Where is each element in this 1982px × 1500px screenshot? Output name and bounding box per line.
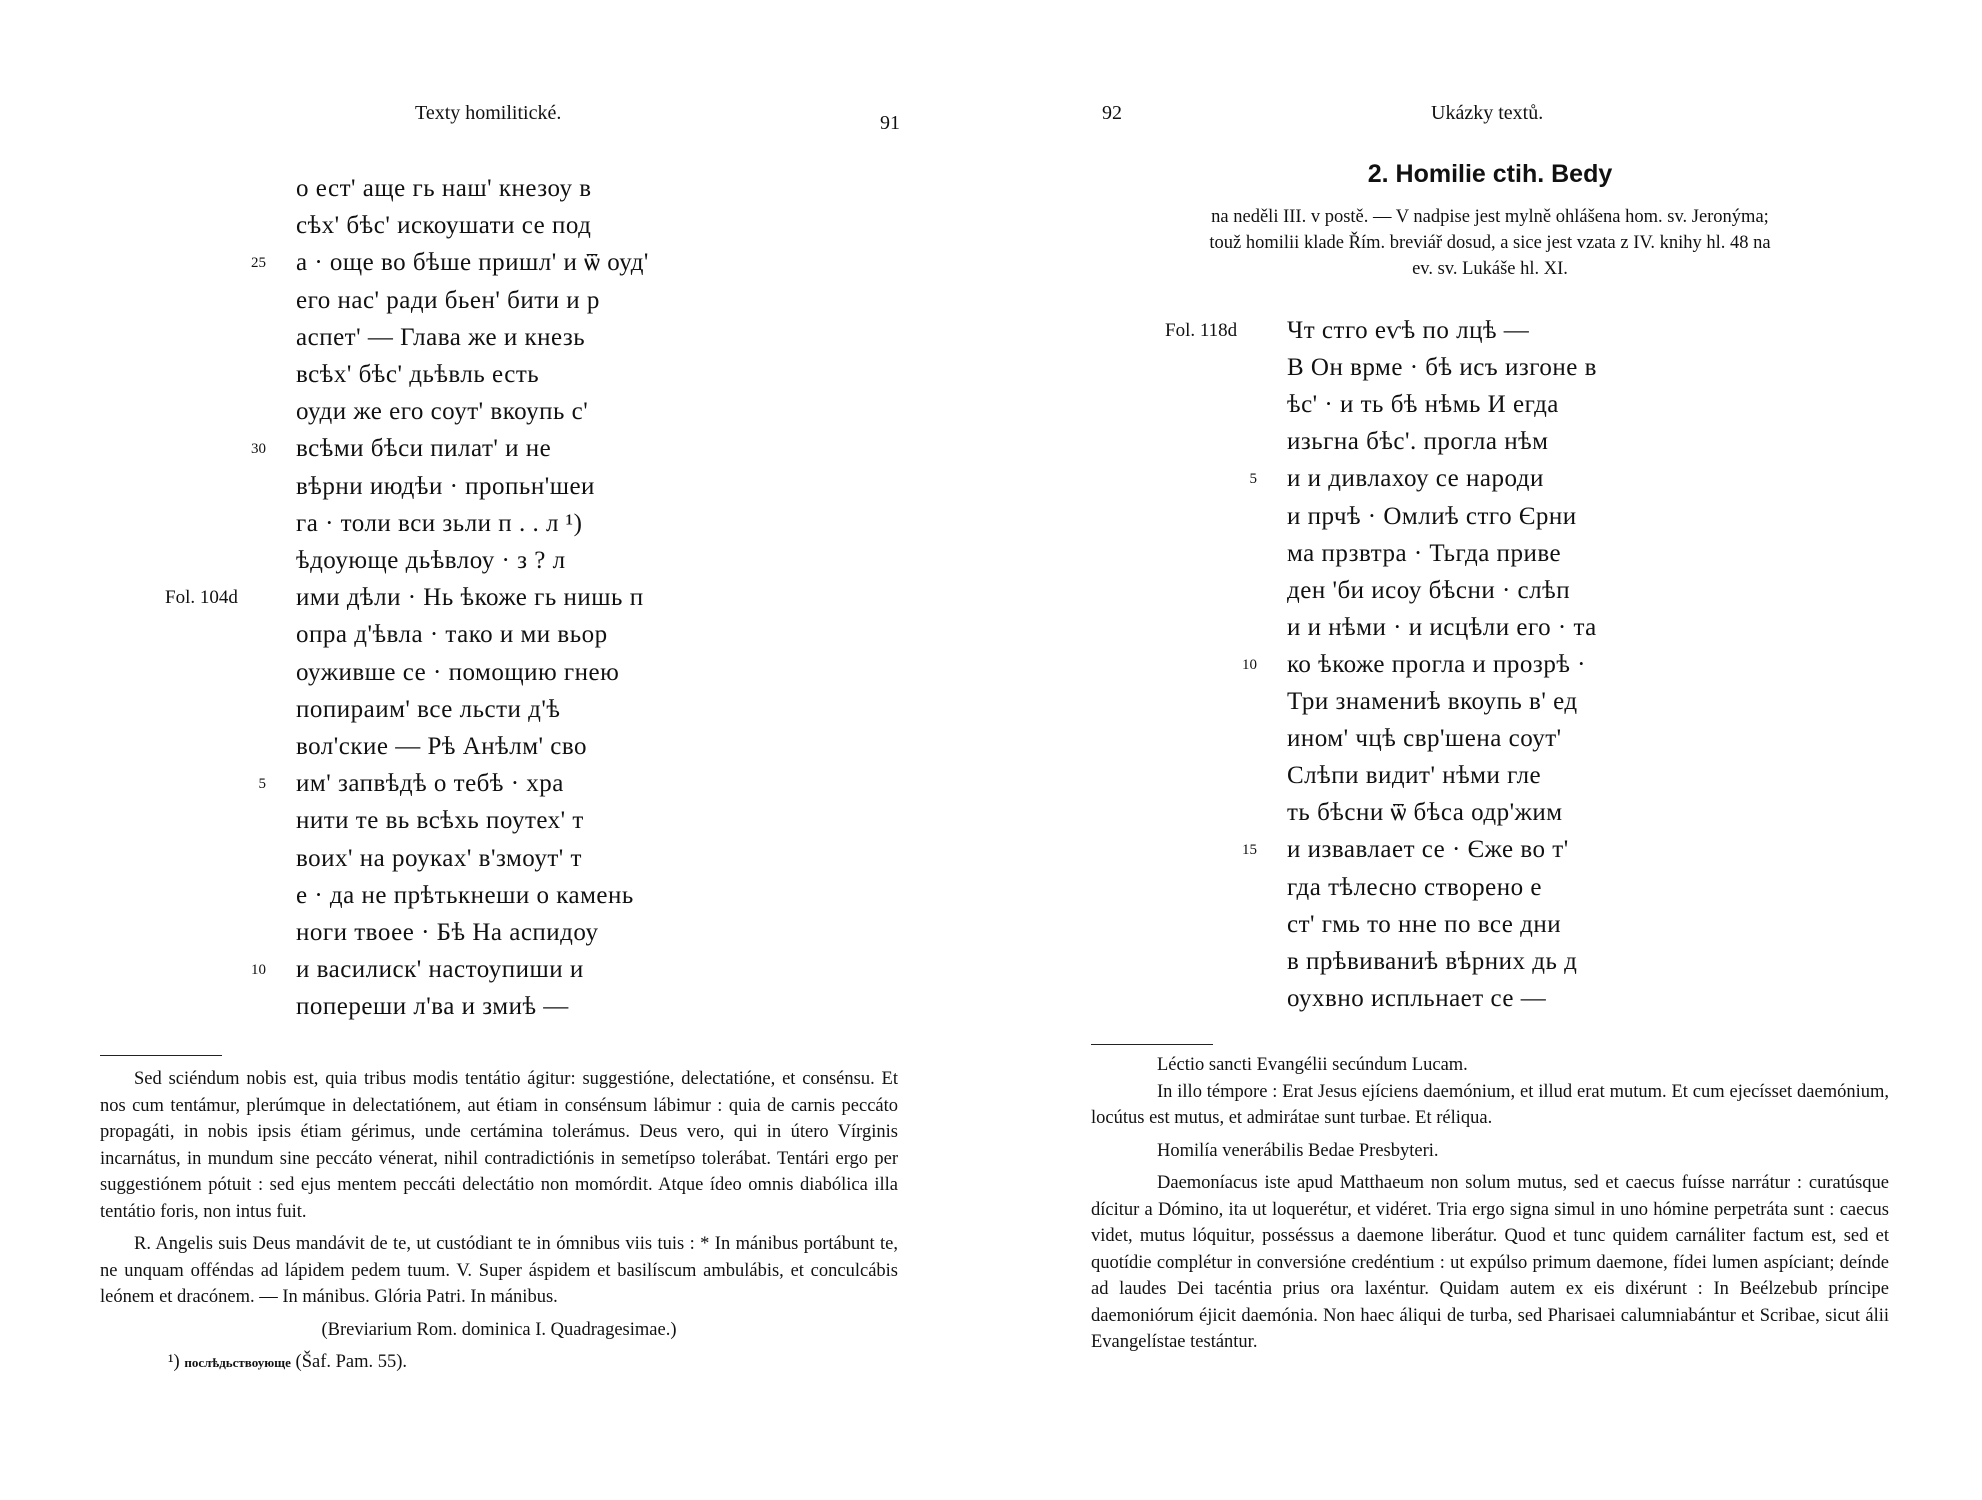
cyrillic-line: и извавлает се · Єже во т' [1287, 836, 1569, 864]
cyrillic-line: его нас' ради бьен' бити и р [296, 286, 600, 314]
cyrillic-line: и и нѣми · и исцѣли его · та [1287, 613, 1597, 641]
cyrillic-line: оухвно испльнает се — [1287, 984, 1547, 1012]
latin-paragraph: Sed sciéndum nobis est, quia tribus modis tentátio ágitur: suggestióne, delectatióne, et consénsu. Et nos cum tentámur, plerúmque in delectatiónem, aut étiam in consénsum lábimur : quia de carnis peccáto propagáti, in nobis ipsis étiam gérimus, unde certámina tolerámus. Deus vero, qui in útero Vírginis incarnátus, in mundum sine peccáto vénerat, nihil contradictiónis in semetípso tolerábat. Tentári ergo per suggestiónem pótuit : sed ejus mentem peccáti delectátio non momórdit. Atque ídeo omnis diabólica illa tentátio foris, non intus fuit. [100, 1069, 898, 1222]
homily-title: Homilía venerábilis Bedae Presbyteri. [1157, 1140, 1439, 1161]
cyrillic-line: В Он врме · бѣ исъ изгоне в [1287, 354, 1597, 382]
cyrillic-line: Слѣпи видит' нѣми гле [1287, 762, 1542, 790]
cyrillic-line: попереши л'ва и змиѣ — [296, 993, 569, 1021]
cyrillic-line: нити те вь всѣхь поутех' т [296, 807, 584, 835]
cyrillic-line: ими дѣли · Нь ѣкоже гь нишь п [296, 584, 644, 612]
latin-text-block [1091, 1052, 1889, 1356]
latin-text-block [100, 1066, 898, 1377]
cyrillic-line: ноги твоее · Бѣ На аспидоу [296, 919, 599, 946]
cyrillic-line: ден 'би исоу бѣсни · слѣп [1287, 576, 1571, 604]
running-head: Ukázky textů. [1431, 102, 1544, 124]
cyrillic-line: ином' чцѣ свр'шена соут' [1287, 725, 1562, 753]
cyrillic-line: Чт стго еѵѣ по лцѣ — [1287, 317, 1530, 344]
cyrillic-line: оуди же его соут' вкоупь с' [296, 398, 589, 426]
line-number: 10 [251, 962, 266, 979]
cyrillic-line: сѣх' бѣс' искоушати се под [296, 212, 592, 240]
cyrillic-line: оуживше се · помощию гнею [296, 658, 620, 686]
cyrillic-line: всѣми бѣси пилат' и не [296, 435, 552, 463]
line-number: 5 [1249, 471, 1257, 488]
line-number: 10 [1242, 656, 1257, 673]
cyrillic-line: в прѣвиваниѣ вѣрних дь д [1287, 947, 1578, 975]
latin-paragraph: R. Angelis suis Deus mandávit de te, ut custódiant te in ómnibus viis tuis : * In mánibus portábunt te, ne unquam offéndas ad lápidem pedem tuum. V. Super áspidem et basilíscum ambulábis, et conculcábis leónem et dracónem. — In mánibus. Glória Patri. In mánibus. [100, 1234, 898, 1307]
intro-line: na neděli III. v postě. — V nadpise jest mylně ohlášena hom. sv. Jeronýma; [1211, 207, 1769, 227]
cyrillic-line: ма прзвтра · Тьгда приве [1287, 539, 1562, 567]
cyrillic-line: аспет' — Глава же и кнезь [296, 323, 586, 351]
cyrillic-line: ко ѣкоже прогла и прозрѣ · [1287, 650, 1586, 678]
footnote-mark: ¹) [168, 1352, 180, 1372]
cyrillic-line: ѣдоующе дьѣвлоу · з ? л [296, 547, 566, 574]
cyrillic-line: и и дивлахоу се народи [1287, 465, 1544, 493]
cyrillic-line: и прчѣ · Омлиѣ стго Єрни [1287, 502, 1577, 530]
cyrillic-line: е · да не прѣтькнеши о камень [296, 881, 634, 909]
footnote-divider [100, 1055, 222, 1056]
cyrillic-line: ст' гмь то нне по все дни [1287, 910, 1562, 938]
line-number: 30 [251, 441, 266, 458]
section-heading: 2. Homilie ctih. Bedy [1367, 160, 1613, 188]
line-number: 25 [251, 255, 266, 272]
cyrillic-line: вѣрни июдѣи · пропьн'шеи [296, 472, 595, 500]
cyrillic-line: ѣс' · и ть бѣ нѣмь И егда [1287, 391, 1559, 419]
intro-line: ev. sv. Lukáše hl. XI. [1412, 259, 1568, 279]
source-citation: (Breviarium Rom. dominica I. Quadragesimae.) [321, 1319, 677, 1340]
folio-label: Fol. 104d [165, 587, 238, 609]
cyrillic-line: ть бѣсни ѿ бѣса одр'жим [1287, 799, 1563, 827]
cyrillic-line: изьгна бѣс'. прогла нѣм [1287, 428, 1549, 456]
cyrillic-line: попираим' все льсти д'ѣ [296, 695, 561, 723]
cyrillic-line: воих' на роуках' в'змоут' т [296, 844, 582, 872]
line-number: 15 [1242, 842, 1257, 859]
cyrillic-line: всѣх' бѣс' дьѣвль есть [296, 361, 540, 388]
latin-paragraph: In illo témpore : Erat Jesus ejíciens daemónium, et illud erat mutum. Et cum ejecísset daemónium, locútus est mutus, et admirátae sunt turbae. Et réliqua. [1091, 1081, 1889, 1128]
intro-note [1091, 204, 1889, 282]
page-number: 91 [880, 112, 900, 134]
cyrillic-line: гда тѣлесно створено е [1287, 873, 1542, 901]
cyrillic-line: га · толи вси зьли п . . л ¹) [296, 509, 583, 537]
line-number: 5 [258, 776, 266, 793]
cyrillic-line: и василиск' настоупиши и [296, 956, 584, 984]
cyrillic-line: Три знамениѣ вкоупь в' ед [1287, 688, 1578, 715]
cyrillic-line: о ест' аще гь наш' кнезоу в [296, 175, 592, 202]
footnote-reference: (Šaf. Pam. 55). [295, 1352, 408, 1372]
page-number: 92 [1102, 102, 1122, 124]
right-page [991, 0, 1982, 1500]
footnote-word: послѣдьствоующе [184, 1355, 291, 1370]
folio-label: Fol. 118d [1165, 320, 1238, 341]
cyrillic-line: опра д'ѣвла · тако и ми вьор [296, 621, 608, 649]
footnote [100, 1349, 898, 1377]
cyrillic-line: а · още во бѣше пришл' и ѿ оуд' [296, 249, 649, 277]
lectio-title: Léctio sancti Evangélii secúndum Lucam. [1157, 1055, 1468, 1075]
intro-line: touž homilii klade Řím. breviář dosud, a sice jest vzata z IV. knihy hl. 48 na [1209, 233, 1771, 253]
cyrillic-line: вол'ские — Рѣ Анѣлм' сво [296, 733, 588, 760]
cyrillic-line: им' запвѣдѣ о тебѣ · хра [296, 770, 564, 798]
footnote-divider [1091, 1044, 1213, 1045]
latin-paragraph: Daemoníacus iste apud Matthaeum non solum mutus, sed et caecus fuísse narrátur : curatúsque dícitur a Dómino, ita ut loquerétur, et vidéret. Tria ergo signa simul in uno hómine perpetráta sunt : caecus videt, mutus lóquitur, posséssus a daemone liberátur. Quod et tunc quidem carnáliter factum est, sed et quotídie complétur in conversióne credéntium : ut expúlso primum daemone, fídei lumen aspíciant; deínde ad laudes Dei tacéntia prius ora laxéntur. Quidam autem ex eis dixérunt : In Beélzebub príncipe daemoniórum éjicit daemónia. Non haec áliqui de turba, sed Pharisaei calumniabántur et Scribae, sicut álii Evangelístae testántur. [1091, 1173, 1889, 1352]
running-head: Texty homilitické. [415, 102, 562, 124]
